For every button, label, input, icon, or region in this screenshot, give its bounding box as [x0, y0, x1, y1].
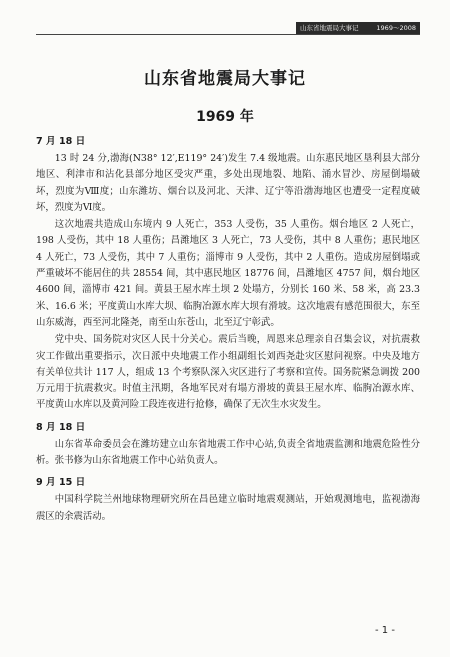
- entry-date: 7 月 18 日: [36, 136, 86, 147]
- header-divider: [36, 34, 420, 35]
- header-book-title: 山东省地震局大事记: [300, 24, 359, 32]
- paragraph: 中国科学院兰州地球物理研究所在昌邑建立临时地震观测站，开始观测地电，监视渤海震区的余震活动。: [36, 494, 420, 522]
- entry-date: 8 月 18 日: [36, 421, 86, 433]
- paragraph: 党中央、国务院对灾区人民十分关心。震后当晚，周恩来总理亲自召集会议，对抗震救灾工作做出重要指示，次日派中央地震工作小组副组长刘西尧赴灾区慰问视察。中央及地方有关单位共计 117 人，组成 13 个考察队深入灾区进行了考察和宣传。国务院紧急调拨 200 万元用于抗震救灾。时值主汛期，各地军民对有塌方滑坡的黄县王屋水库、临朐冶源水库、平度黄山水库以及黄河险工段连夜进行抢修，确保了无次生水灾发生。: [36, 334, 420, 411]
- entry: [36, 474, 420, 525]
- page-number: - 1 -: [375, 625, 395, 636]
- paragraph: 这次地震共造成山东境内 9 人死亡，353 人受伤，35 人重伤。烟台地区 2 人死亡，198 人受伤，其中 18 人重伤；昌潍地区 3 人死亡，73 人受伤，其中 8 人重伤；惠民地区 4 人死亡，73 人受伤，其中 7 人重伤；淄博市 9 人受伤，其中 2 人重伤。造成房屋倒塌或严重破坏不能居住的共 28554 间，其中惠民地区 18776 间，昌潍地区 4757 间，烟台地区 4600 间，淄博市 421 间。黄县王屋水库土坝 2 处塌方，分别长 160 米、58 米，高 23.3 米、16.6 米；平度黄山水库大坝、临朐冶源水库大坝有滑坡。这次地震有感范围很大，东至山东威海，西至河北隆尧，南至山东苍山，北至辽宁彰武。: [36, 219, 420, 328]
- year-heading: 1969 年: [196, 109, 254, 125]
- paragraph: 13 时 24 分,渤海(N38° 12′,E119° 24′)发生 7.4 级地震。山东惠民地区垦利县大部分地区、利津市和沾化县部分地区受灾严重，多处出现地裂、地陷、涌水冒沙、房屋倒塌破坏，烈度为Ⅷ度；山东潍坊、烟台以及河北、天津、辽宁等沿渤海地区也遭受一定程度破坏，烈度为Ⅵ度。: [36, 153, 420, 213]
- document-body: [36, 133, 420, 526]
- paragraph: 山东省革命委员会在潍坊建立山东省地震工作中心站,负责全省地震监测和地震危险性分析。张书修为山东省地震工作中心站负责人。: [36, 438, 420, 467]
- header-year-range: 1969～2008: [376, 24, 416, 32]
- entry: [36, 419, 420, 470]
- running-header: [296, 22, 420, 34]
- page-title: 山东省地震局大事记: [144, 69, 306, 89]
- entry: [36, 133, 420, 414]
- entry-date: 9 月 15 日: [36, 477, 86, 489]
